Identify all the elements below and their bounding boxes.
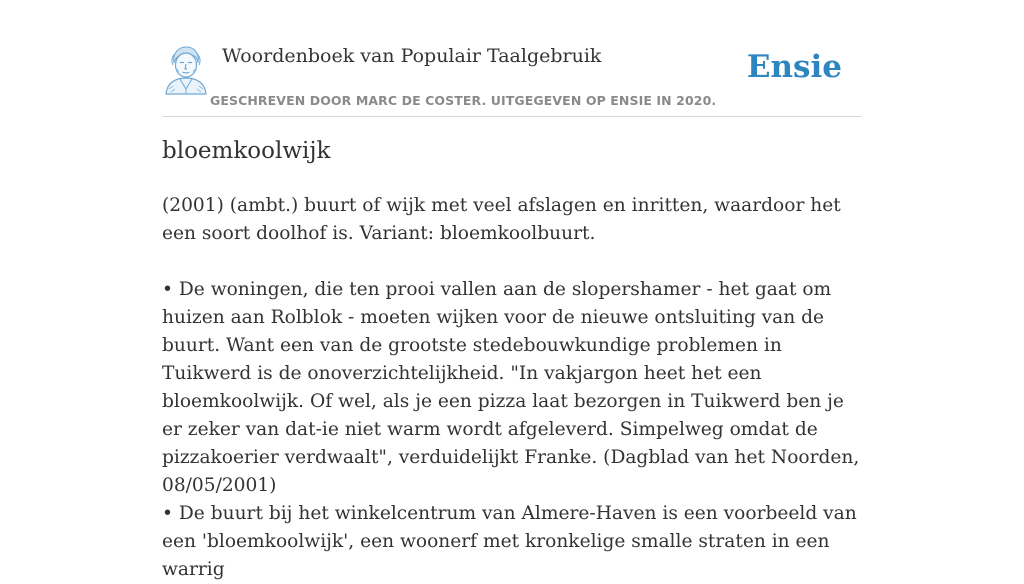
entry-word: bloemkoolwijk bbox=[162, 138, 331, 164]
entry-body bbox=[162, 192, 868, 584]
usage-example: • De woningen, die ten prooi vallen aan de slopershamer - het gaat om huizen aan Rolblok - moeten wijken voor de nieuwe ontsluiting van de buurt. Want een van de grootste stedebouwkundige problemen in Tuikwerd is de onoverzichtelijkheid. "In vakjargon heet het een bloemkoolwijk. Of wel, als je een pizza laat bezorgen in Tuikwerd ben je er zeker van dat-ie niet warm wordt afgeleverd. Simpelweg omdat de pizzakoerier verdwaalt", verduidelijkt Franke. (Dagblad van het Noorden, 08/05/2001) bbox=[162, 279, 860, 496]
paragraph-spacer bbox=[162, 248, 868, 276]
author-byline: GESCHREVEN DOOR MARC DE COSTER. UITGEGEVEN OP ENSIE IN 2020. bbox=[210, 93, 717, 108]
author-portrait-icon[interactable] bbox=[163, 45, 209, 95]
ensie-logo[interactable]: Ensie bbox=[746, 49, 842, 85]
entry-definition: (2001) (ambt.) buurt of wijk met veel afslagen en inritten, waardoor het een soort doolhof is. Variant: bloemkoolbuurt. bbox=[162, 195, 841, 244]
book-title[interactable]: Woordenboek van Populair Taalgebruik bbox=[222, 45, 602, 67]
usage-example: • De buurt bij het winkelcentrum van Almere-Haven is een voorbeeld van een 'bloemkoolwijk', een woonerf met kronkelige smalle straten in een warrig bbox=[162, 503, 857, 580]
dictionary-header bbox=[162, 40, 862, 117]
